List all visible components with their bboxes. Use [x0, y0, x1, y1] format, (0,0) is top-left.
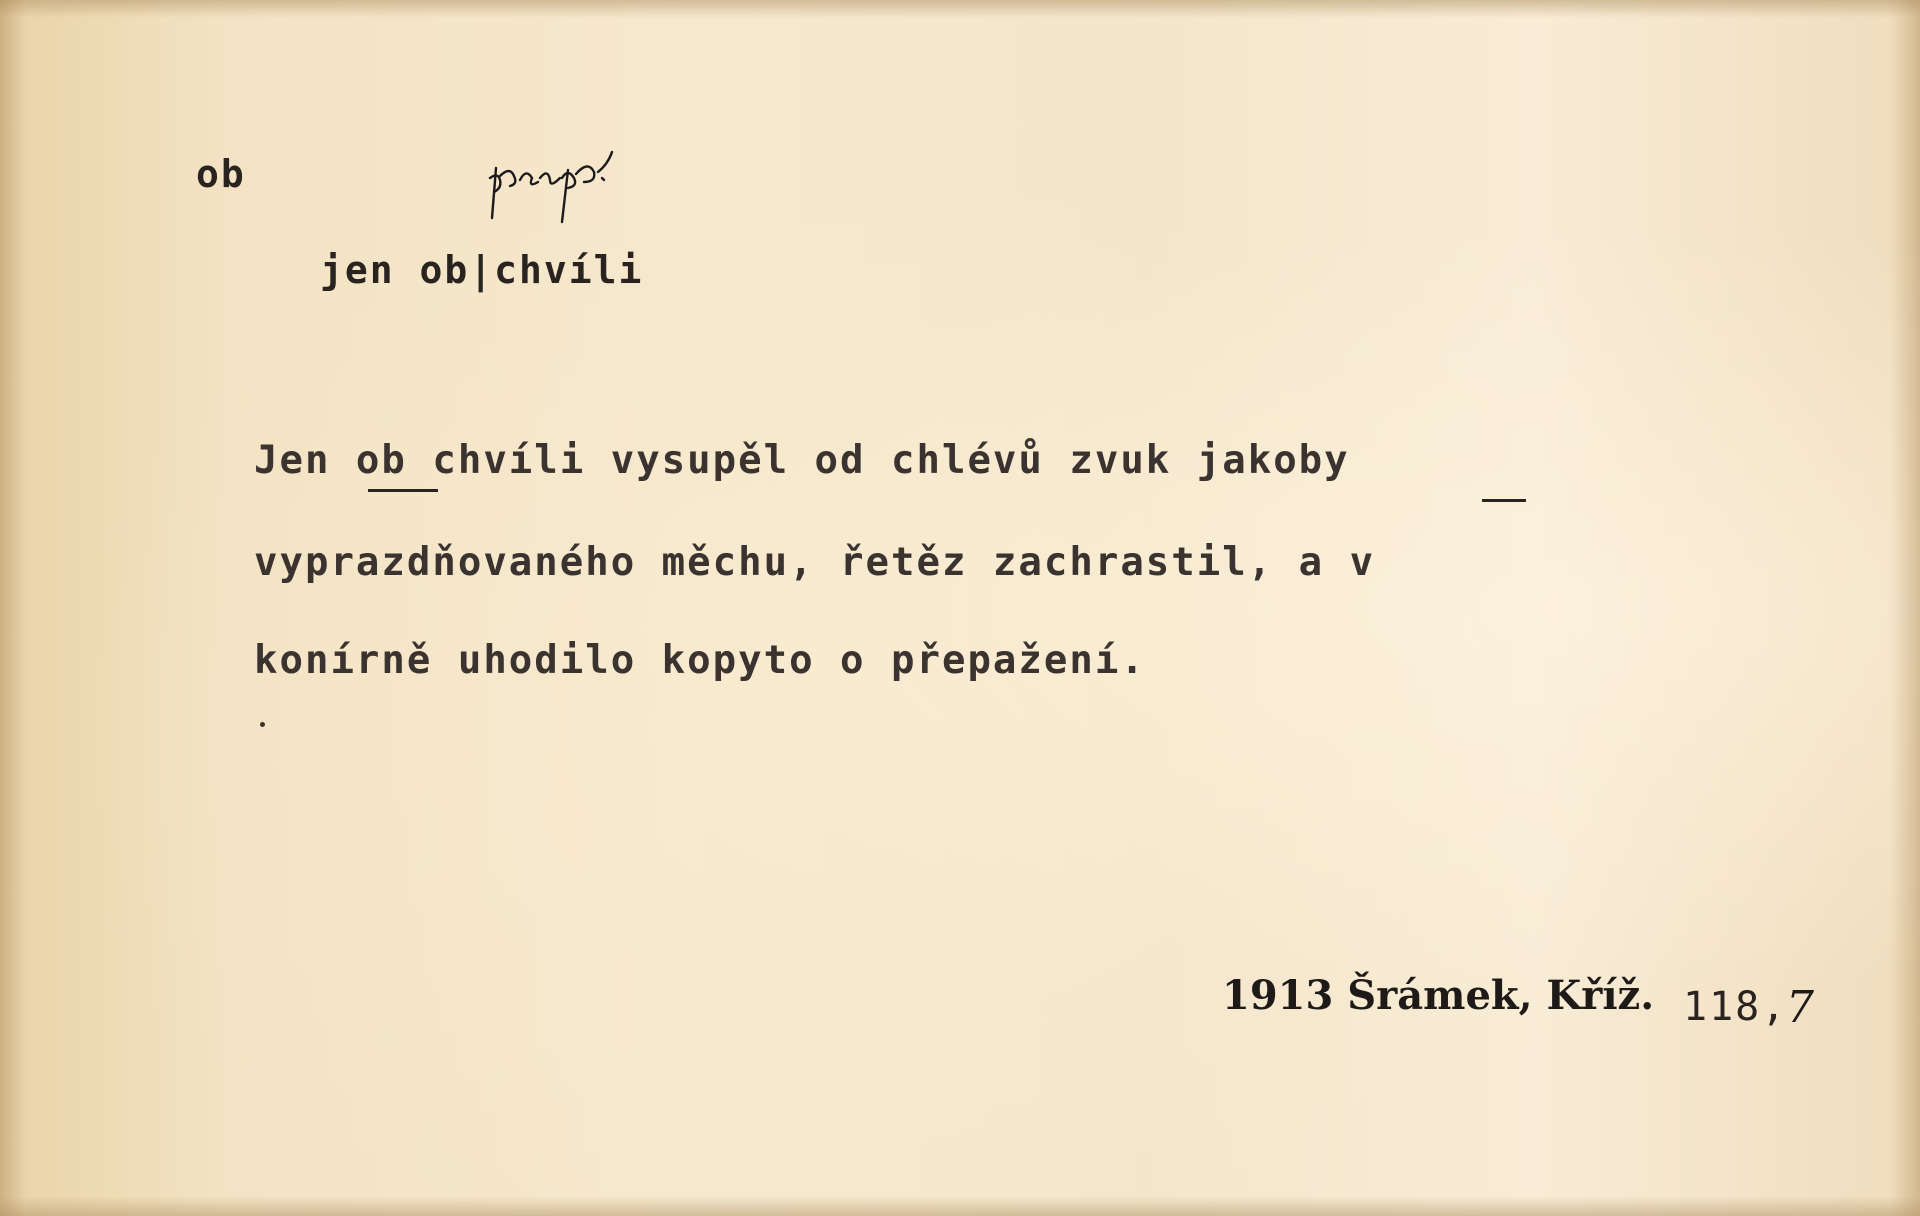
paper-edge-right: [1890, 0, 1920, 1216]
stray-dot-mark: [260, 722, 265, 727]
handwritten-line-number: 7: [1786, 982, 1814, 1033]
quote-line-2: vyprazdňovaného měchu, řetěz zachrastil, a v: [254, 540, 1376, 585]
page-reference: 118,: [1683, 984, 1788, 1030]
headword: ob: [196, 152, 246, 196]
quote-line-3: konírně uhodilo kopyto o přepažení.: [254, 638, 1146, 683]
paper-edge-left: [0, 0, 26, 1216]
handwritten-note-praep: [480, 148, 710, 228]
quote-line-1: Jen ob chvíli vysupěl od chlévů zvuk jakoby: [254, 438, 1350, 483]
underline-mark-ob: [368, 489, 438, 492]
underline-mark-by: [1482, 499, 1526, 502]
paper-edge-bottom: [0, 1196, 1920, 1216]
source-citation: 1913 Šrámek, Kříž.: [1222, 972, 1655, 1019]
sub-entry: jen ob|chvíli: [320, 248, 644, 292]
paper-edge-top: [0, 0, 1920, 18]
